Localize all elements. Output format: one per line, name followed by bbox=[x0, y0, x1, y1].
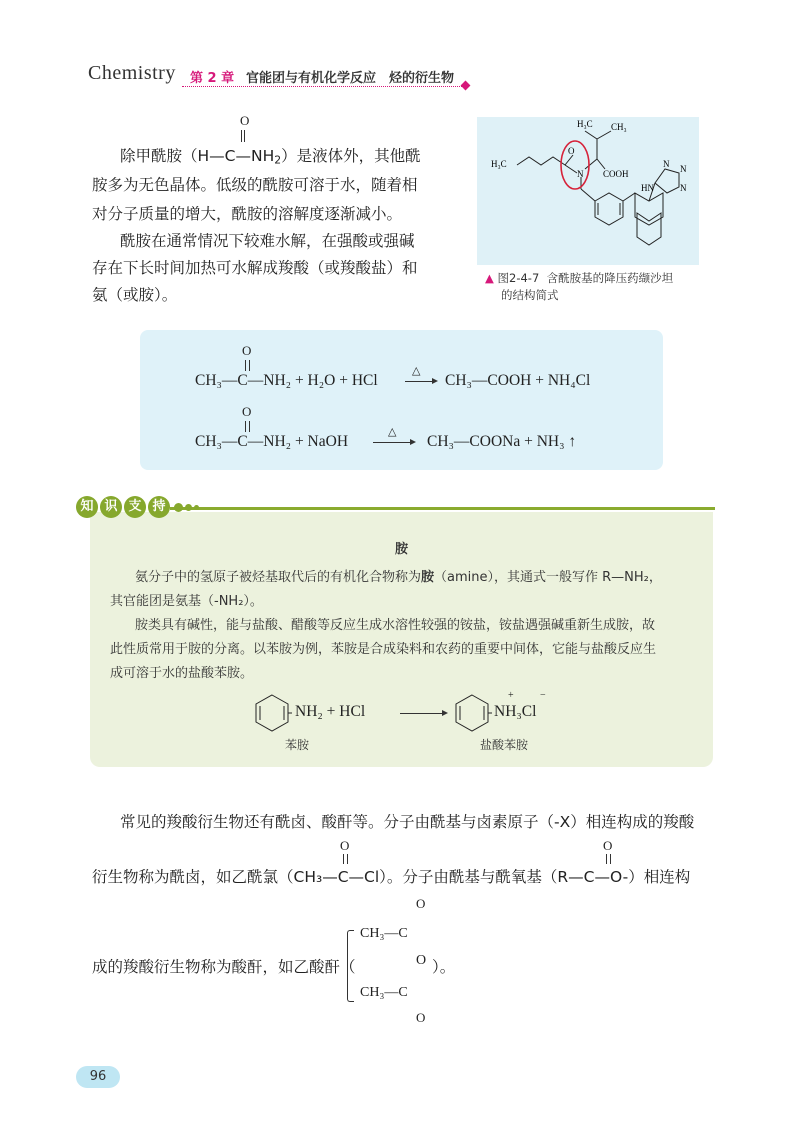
valsartan-figure bbox=[477, 117, 699, 265]
intro-paragraph-2-line3: 氨（或胺）。 bbox=[92, 286, 178, 304]
header-title: 官能团与有机化学反应 烃的衍生物 bbox=[246, 71, 455, 86]
knowledge-paragraph-2-line3: 成可溶于水的盐酸苯胺。 bbox=[110, 666, 254, 681]
intro-paragraph-1-line3: 对分子质量的增大，酰胺的溶解度逐渐减小。 bbox=[92, 205, 403, 223]
valsartan-structure-icon bbox=[477, 117, 699, 265]
reaction-arrow bbox=[405, 381, 435, 382]
carbonyl-o-label: O bbox=[568, 146, 575, 156]
intro-paragraph-2-line2: 存在下长时间加热可水解成羧酸（或羧酸盐）和 bbox=[92, 259, 418, 277]
header-divider bbox=[182, 86, 466, 87]
svg-text:N: N bbox=[680, 183, 687, 193]
anhydride-top: CH₃—C bbox=[360, 926, 408, 941]
benzene-ring-icon bbox=[452, 692, 492, 732]
knowledge-support-badge: 知 识 支 持 bbox=[76, 496, 199, 518]
ch3-label: CH₃ bbox=[611, 122, 627, 132]
tetrazole-nh-label: HN bbox=[641, 183, 654, 193]
equation-base-hydrolysis-left: CH₃—C—NH₂ + NaOH bbox=[195, 433, 349, 450]
header-brand: Chemistry bbox=[88, 62, 176, 84]
knowledge-paragraph-1: 氨分子中的氢原子被烃基取代后的有机化合物称为胺（amine），其通式一般写作 R—NH₂， bbox=[135, 570, 662, 585]
equation-acid-hydrolysis-right: CH₃—COOH + NH₄Cl bbox=[445, 372, 591, 389]
caption-triangle-icon: ▲ bbox=[485, 271, 494, 285]
h3c-left-label: H₃C bbox=[491, 159, 507, 169]
intro-paragraph-2: 酰胺在通常情况下较难水解，在强酸或强碱 bbox=[120, 232, 415, 250]
intro-paragraph-1-line2: 胺多为无色晶体。低级的酰胺可溶于水，随着相 bbox=[92, 176, 418, 194]
bottom-paragraph-line3: 成的羧酸衍生物称为酸酐，如乙酸酐（ bbox=[92, 958, 356, 976]
aniline-hydrochloride-label: 盐酸苯胺 bbox=[480, 738, 529, 752]
knowledge-heading: 胺 bbox=[395, 542, 409, 557]
cooh-label: COOH bbox=[603, 169, 629, 179]
knowledge-header-rule bbox=[170, 507, 715, 510]
h3c-top-label: H₃C bbox=[577, 119, 593, 129]
bottom-paragraph-line1: 常见的羧酸衍生物还有酰卤、酸酐等。分子由酰基与卤素原子（-X）相连构成的羧酸 bbox=[120, 813, 695, 831]
bottom-paragraph-line2: 衍生物称为酰卤，如乙酰氯（CH₃—C—Cl）。分子由酰基与酰氧基（R—C—O-）相连构 bbox=[92, 868, 691, 886]
header-diamond-icon bbox=[461, 81, 471, 91]
intro-paragraph-1: 除甲酰胺$(H—C—NH_2)$是液体外，其他酰 bbox=[120, 147, 421, 167]
aniline-reaction-right: NH₃Cl bbox=[494, 703, 537, 720]
knowledge-paragraph-2: 胺类具有碱性，能与盐酸、醋酸等反应生成水溶性较强的铵盐，铵盐遇强碱重新生成胺，故 bbox=[135, 618, 656, 633]
anhydride-oxygen: O bbox=[416, 953, 427, 968]
aniline-reaction-arrow bbox=[400, 713, 444, 714]
page-number: 96 bbox=[76, 1066, 120, 1088]
formamide-double-bond bbox=[244, 130, 246, 142]
knowledge-paragraph-1-line2: 其官能团是氨基（-NH₂）。 bbox=[110, 594, 263, 609]
header-chapter: 第 2 章 bbox=[190, 71, 235, 86]
figure-caption: ▲ 图2-4-7 含酰胺基的降压药缬沙坦 的结构简式 bbox=[485, 271, 674, 302]
knowledge-paragraph-2-line2: 此性质常用于胺的分离。以苯胺为例，苯胺是合成染料和农药的重要中间体，它能与盐酸反应生 bbox=[110, 642, 657, 657]
equation-base-hydrolysis-right: CH₃—COONa + NH₃ ↑ bbox=[427, 433, 577, 450]
amide-n-label: N bbox=[577, 169, 584, 179]
formamide-oxygen: O bbox=[240, 113, 250, 128]
heat-symbol: △ bbox=[412, 365, 421, 377]
svg-text:N: N bbox=[663, 159, 670, 169]
aniline-label: 苯胺 bbox=[285, 738, 310, 752]
equation-acid-hydrolysis-left: CH₃—C—NH₂ + H₂O + HCl bbox=[195, 372, 378, 389]
svg-text:N: N bbox=[680, 164, 687, 174]
anhydride-bottom: CH₃—C bbox=[360, 985, 408, 1000]
aniline-reaction-left: NH₂ + HCl bbox=[295, 703, 366, 720]
benzene-ring-icon bbox=[252, 692, 292, 732]
